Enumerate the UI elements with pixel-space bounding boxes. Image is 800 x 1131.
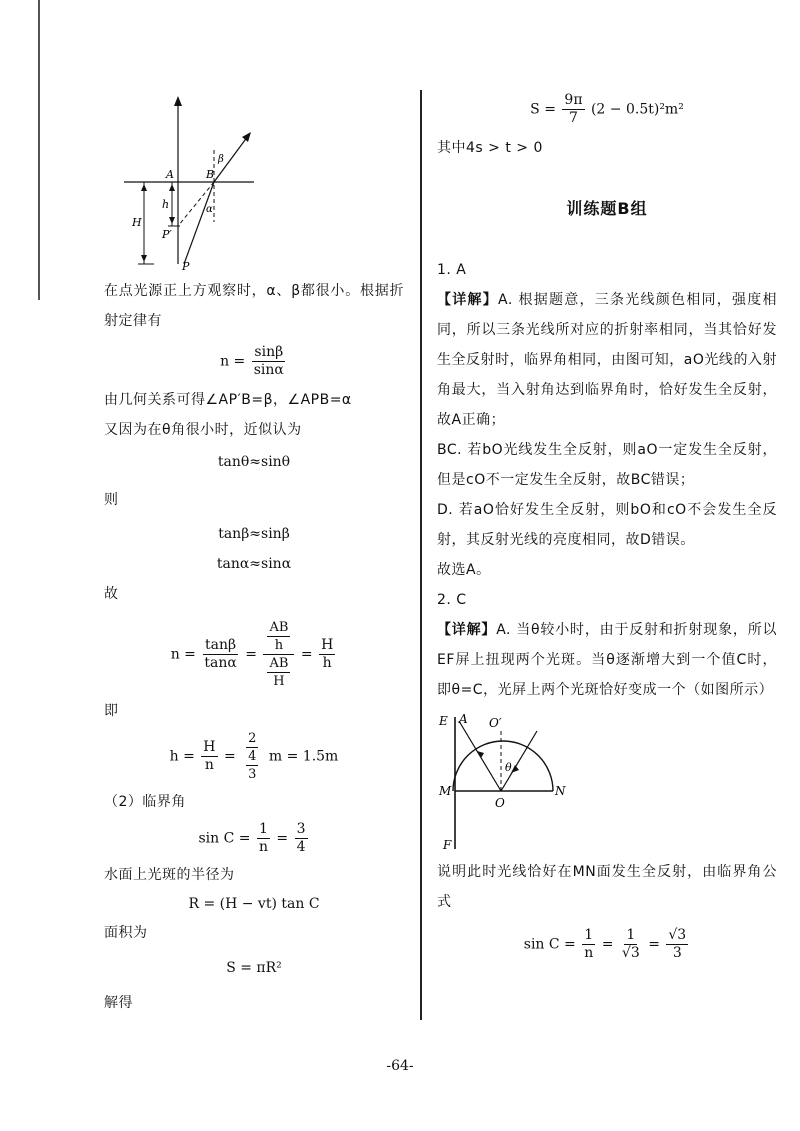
label-O: O <box>495 796 505 810</box>
equation-n-sin: n = $\frac{\sin\beta}{\sin\alpha}$ <box>220 344 284 378</box>
equation-s-result: S = $\frac{9\pi}{7}$ (2 − 0.5t)²m² <box>530 92 684 126</box>
text-observation: 在点光源正上方观察时，α、β都很小。根据折射定律有 <box>104 283 404 329</box>
label-E: E <box>439 714 448 728</box>
label-A: A <box>166 168 174 181</box>
text-then: 则 <box>104 492 119 508</box>
label-P: P <box>182 260 190 272</box>
label-O-prime: O′ <box>489 716 502 730</box>
equation-sin-c-sqrt: sin C = $\frac{1}{n}$ = $\frac{1}{√3}$ = $\frac{√3}{3}$ <box>523 927 687 961</box>
right-column <box>437 92 777 962</box>
question-1-answer: 1. A <box>437 262 467 278</box>
text-geometry: 由几何关系可得∠AP′B=β，∠APB=α <box>104 392 352 408</box>
equation-tan-alpha: tanα≈sinα <box>216 556 292 572</box>
label-N: N <box>555 784 566 798</box>
text-solve: 解得 <box>104 995 133 1011</box>
text-approx: 又因为在θ角很小时，近似认为 <box>104 422 302 438</box>
text-radius: 水面上光斑的半径为 <box>104 867 235 883</box>
label-beta: β <box>218 154 224 165</box>
equation-sin-c: sin C = $\frac{1}{n}$ = $\frac{3}{4}$ <box>198 821 306 855</box>
question-2-answer: 2. C <box>437 592 467 608</box>
equation-tan-theta: tanθ≈sinθ <box>217 454 291 470</box>
text-namely: 即 <box>104 703 119 719</box>
text-therefore: 故 <box>104 586 119 602</box>
label-A2: A <box>459 713 468 726</box>
text-critical-angle: （2）临界角 <box>104 794 186 810</box>
text-time-range: 其中4s > t > 0 <box>437 140 543 156</box>
label-theta: θ <box>505 761 512 774</box>
equation-n-tan: n = $\frac{\tan\beta}{\tan\alpha}$ = $\frac{\frac{AB}{h}}{\frac{AB}{H}}$ = $\frac{H}{h}$ <box>170 620 334 689</box>
section-heading: 训练题B组 <box>566 199 648 218</box>
semicircle-diagram <box>437 713 587 853</box>
left-column <box>104 92 404 1018</box>
label-alpha: α <box>206 204 213 215</box>
text-total-reflection: 说明此时光线恰好在MN面发生全反射，由临界角公式 <box>437 864 777 910</box>
column-divider <box>420 90 422 1020</box>
question-1-d: D. 若aO恰好发生全反射，则bO和cO不会发生全反射，其反射光线的亮度相同，故D错误。 <box>437 502 777 548</box>
question-1-bc: BC. 若bO光线发生全反射，则aO一定发生全反射，但是cO不一定发生全反射，故BC错误； <box>437 442 777 488</box>
label-M: M <box>439 784 452 798</box>
refraction-diagram <box>114 92 284 272</box>
equation-h-value: h = $\frac{H}{n}$ = $\frac{2}{\frac{4}{3}}$ m = 1.5m <box>169 731 339 782</box>
question-1-detail: 【详解】A. 根据题意，三条光线颜色相同，强度相同，所以三条光线所对应的折射率相同，当其恰好发生全反射时，临界角相同，由图可知，aO光线的入射角最大，当入射角达到临界角时，恰好发生全反射，故A正确； <box>437 292 778 428</box>
page-number: -64- <box>386 1058 414 1074</box>
equation-radius: R = (H − vt) tan C <box>188 896 320 912</box>
label-F: F <box>443 838 452 852</box>
label-H: H <box>132 216 142 229</box>
label-P-prime: P′ <box>162 228 172 241</box>
scan-edge-line <box>38 0 40 300</box>
label-B: B <box>206 168 215 181</box>
label-h: h <box>162 198 170 211</box>
equation-tan-beta: tanβ≈sinβ <box>218 526 290 542</box>
text-area: 面积为 <box>104 925 148 941</box>
question-1-choice: 故选A。 <box>437 562 491 578</box>
question-2-detail: 【详解】A. 当θ较小时，由于反射和折射现象，所以EF屏上扭现两个光斑。当θ逐渐增大到一个值C时，即θ=C，光屏上两个光斑恰好变成一个（如图所示） <box>437 622 777 698</box>
equation-area: S = πR² <box>226 960 282 976</box>
